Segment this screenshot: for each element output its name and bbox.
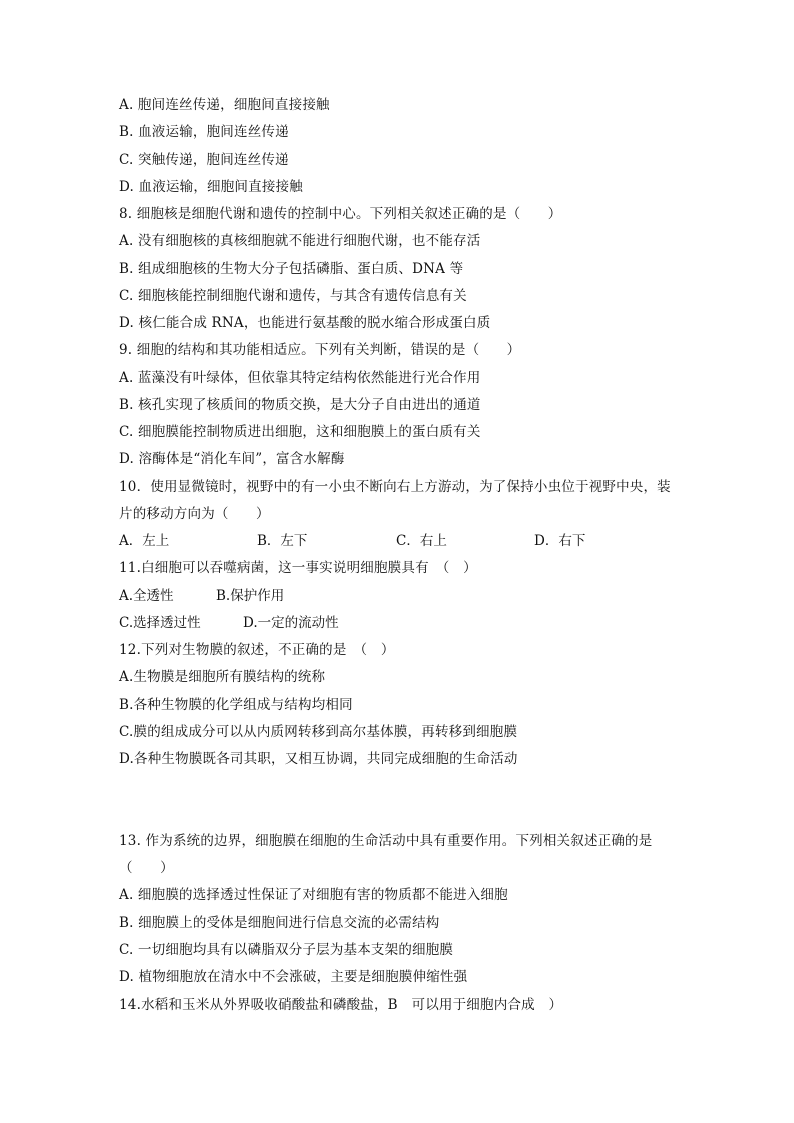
q13-option-a: A. 细胞膜的选择透过性保证了对细胞有害的物质都不能进入细胞: [119, 887, 508, 903]
q7-option-d: D. 血液运输，细胞间直接接触: [119, 179, 303, 195]
q10-option-a: A．左上: [119, 533, 170, 549]
q12-option-d: D.各种生物膜既各司其职，又相互协调，共同完成细胞的生命活动: [119, 751, 518, 767]
q13-stem-line1: 13. 作为系统的边界，细胞膜在细胞的生命活动中具有重要作用。下列相关叙述正确的是: [119, 833, 653, 849]
q9-option-a: A. 蓝藻没有叶绿体，但依靠其特定结构依然能进行光合作用: [119, 370, 481, 386]
q13-option-d: D. 植物细胞放在清水中不会涨破，主要是细胞膜伸缩性强: [119, 969, 468, 985]
q11-option-b: B.保护作用: [216, 588, 285, 604]
q13-option-c: C. 一切细胞均具有以磷脂双分子层为基本支架的细胞膜: [119, 942, 454, 958]
q10-option-d: D．右下: [534, 533, 586, 549]
q12-option-a: A.生物膜是细胞所有膜结构的统称: [119, 669, 326, 685]
q7-option-a: A. 胞间连丝传递，细胞间直接接触: [119, 97, 330, 113]
q11-option-d: D.一定的流动性: [243, 615, 339, 631]
q10-stem-line1: 10．使用显微镜时，视野中的有一小虫不断向右上方游动，为了保持小虫位于视野中央，装: [119, 479, 671, 495]
q11-options-row1: [119, 587, 519, 605]
q12-stem: 12.下列对生物膜的叙述，不正确的是 （ ）: [119, 642, 395, 658]
q8-option-c: C. 细胞核能控制细胞代谢和遗传，与其含有遗传信息有关: [119, 288, 467, 304]
q11-option-c: C.选择透过性: [119, 615, 201, 631]
q9-stem: 9. 细胞的结构和其功能相适应。下列有关判断，错误的是（ ）: [119, 342, 521, 358]
q11-stem: 11.白细胞可以吞噬病菌，这一事实说明细胞膜具有 （ ）: [119, 560, 477, 576]
q13-option-b: B. 细胞膜上的受体是细胞间进行信息交流的必需结构: [119, 915, 440, 931]
q11-option-a: A.全透性: [119, 588, 174, 604]
q12-option-b: B.各种生物膜的化学组成与结构均相同: [119, 697, 353, 713]
q10-option-b: B．左下: [257, 533, 308, 549]
q8-stem: 8. 细胞核是细胞代谢和遗传的控制中心。下列相关叙述正确的是（ ）: [119, 206, 562, 222]
q7-option-b: B. 血液运输，胞间连丝传递: [119, 124, 289, 140]
q13-stem-line2: （ ）: [119, 860, 174, 876]
q9-option-c: C. 细胞膜能控制物质进出细胞，这和细胞膜上的蛋白质有关: [119, 424, 481, 440]
q14-stem: 14.水稻和玉米从外界吸收硝酸盐和磷酸盐，B 可以用于细胞内合成 ）: [119, 997, 563, 1013]
q11-options-row2: [119, 614, 519, 632]
q8-option-a: A. 没有细胞核的真核细胞就不能进行细胞代谢，也不能存活: [119, 233, 481, 249]
q8-option-d: D. 核仁能合成 RNA，也能进行氨基酸的脱水缩合形成蛋白质: [119, 315, 491, 331]
q10-options: [119, 532, 679, 550]
q10-stem-line2: 片的移动方向为（ ）: [119, 506, 270, 522]
q12-option-c: C.膜的组成成分可以从内质网转移到高尔基体膜，再转移到细胞膜: [119, 724, 518, 740]
q10-option-c: C．右上: [396, 533, 447, 549]
q8-option-b: B. 组成细胞核的生物大分子包括磷脂、蛋白质、DNA 等: [119, 261, 464, 277]
q9-option-d: D. 溶酶体是“消化车间”，富含水解酶: [119, 451, 345, 467]
q7-option-c: C. 突触传递，胞间连丝传递: [119, 152, 289, 168]
q9-option-b: B. 核孔实现了核质间的物质交换，是大分子自由进出的通道: [119, 397, 481, 413]
